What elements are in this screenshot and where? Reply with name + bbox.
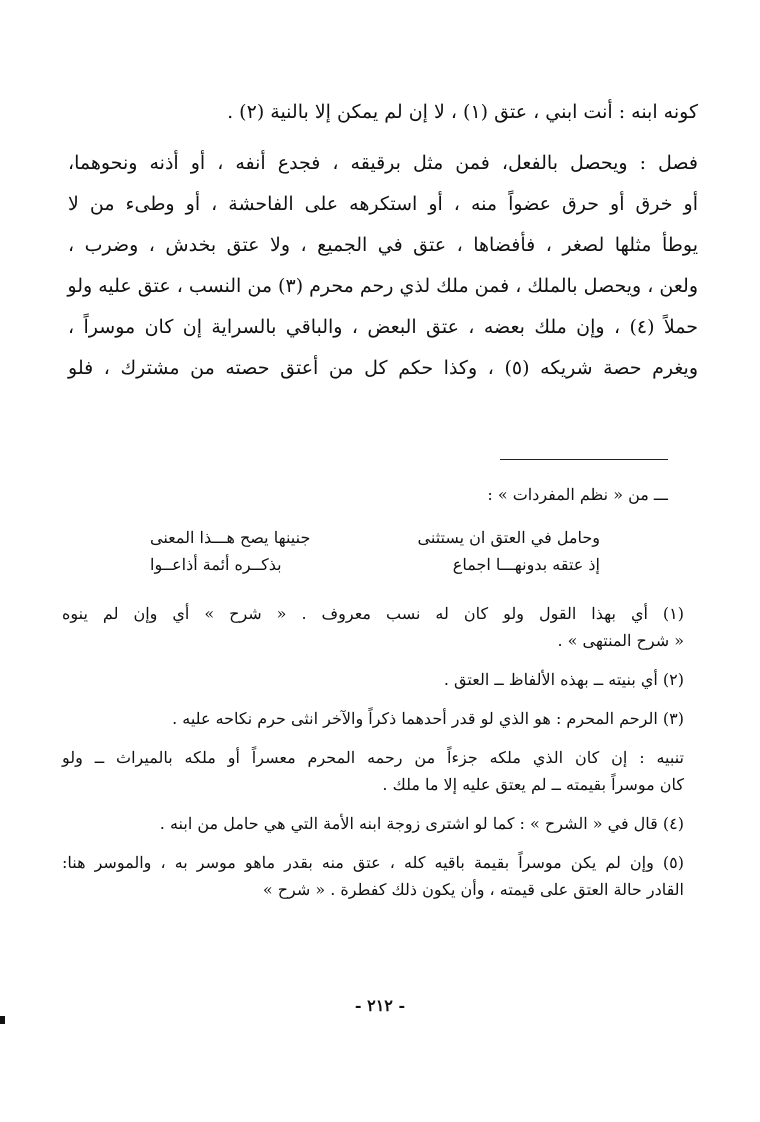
main-text-line: ولعن ، ويحصل بالملك ، فمن ملك لذي رحم محرم (٣) من النسب ، عتق عليه ولو — [67, 275, 698, 297]
footnote-line: كان موسراً بقيمته ــ لم يعتق عليه إلا ما ملك . — [382, 775, 684, 794]
footnotes-block — [62, 600, 684, 915]
poem-verse — [150, 524, 600, 551]
main-text-block — [68, 92, 698, 389]
footnote-line: (٣) الرحم المحرم : هو الذي لو قدر أحدهما ذكراً والآخر انثى حرم نكاحه عليه . — [172, 709, 684, 728]
footnote-poem-intro: ـــ من « نظم المفردات » : — [487, 485, 668, 504]
page-number: - ٢١٢ - — [354, 996, 406, 1015]
footnote-line: تنبيه : إن كان الذي ملكه جزءاً من رحمه المحرم معسراً أو ملكه بالميراث ــ ولو — [62, 748, 684, 767]
poem-hemistich-right: وحامل في العتق ان يستثنى — [417, 528, 600, 547]
footnote-line: (١) أي بهذا القول ولو كان له نسب معروف . « شرح » أي وإن لم ينوه — [62, 604, 684, 623]
main-text-line: يوطأ مثلها لصغر ، فأفضاها ، عتق في الجميع ، ولا عتق بخدش ، وضرب ، — [68, 234, 698, 256]
main-text-line: حملاً (٤) ، وإن ملك بعضه ، عتق البعض ، والباقي بالسراية إن كان موسراً ، — [68, 316, 698, 338]
main-text-line: أو خرق أو حرق عضواً منه ، أو استكرهه على الفاحشة ، أو وطىء من لا — [68, 193, 698, 215]
footnote-separator — [500, 459, 668, 460]
main-text-line: كونه ابنه : أنت ابني ، عتق (١) ، لا إن لم يمكن إلا بالنية (٢) . — [227, 101, 698, 123]
footnote-1 — [62, 600, 684, 654]
footnote-line: (٤) قال في « الشرح » : كما لو اشترى زوجة ابنه الأمة التي هي حامل من ابنه . — [159, 814, 684, 833]
footnote-2 — [62, 666, 684, 693]
main-text-line: ويغرم حصة شريكه (٥) ، وكذا حكم كل من أعتق حصته من مشترك ، فلو — [68, 357, 698, 379]
poem-hemistich-right: إذ عتقه بدونهـــا اجماع — [452, 555, 600, 574]
footnote-4 — [62, 810, 684, 837]
footnote-3 — [62, 705, 684, 732]
poem-hemistich-left: بذكــره أئمة أذاعــوا — [150, 555, 282, 574]
poem-hemistich-left: جنينها يصح هـــذا المعنى — [150, 528, 311, 547]
scan-mark — [0, 1016, 5, 1024]
footnote-5 — [62, 849, 684, 903]
footnote-line: (٢) أي بنيته ــ بهذه الألفاظ ــ العتق . — [443, 670, 684, 689]
poem-verse — [150, 551, 600, 578]
footnote-line: (٥) وإن لم يكن موسراً بقيمة باقيه كله ، عتق منه بقدر ماهو موسر به ، والموسر هنا: — [62, 853, 685, 872]
footnote-line: « شرح المنتهى » . — [557, 631, 684, 650]
section-fasl-line: فصل : ويحصل بالفعل، فمن مثل برقيقه ، فجدع أنفه ، أو أذنه ونحوهما، — [68, 152, 698, 174]
footnote-tanbih — [62, 744, 684, 798]
footnote-poem — [150, 524, 600, 578]
footnote-line: القادر حالة العتق على قيمته ، وأن يكون ذلك كفطرة . « شرح » — [262, 880, 684, 899]
